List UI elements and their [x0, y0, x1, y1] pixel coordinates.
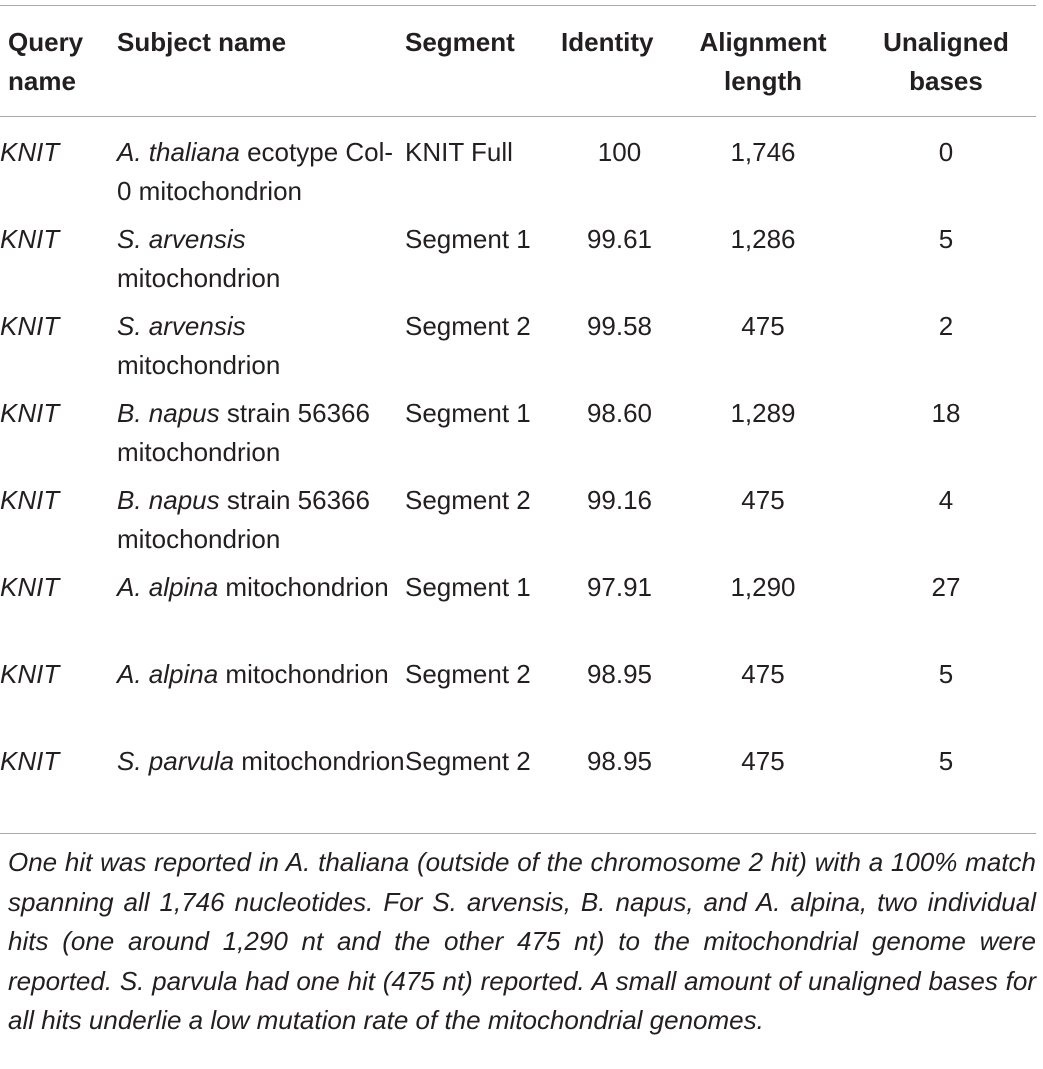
query-cell: KNIT	[0, 398, 60, 428]
unaligned-cell: 2	[938, 311, 954, 341]
alignment-length-cell: 475	[741, 659, 785, 689]
query-cell: KNIT	[0, 137, 60, 167]
unaligned-cell: 5	[938, 746, 954, 776]
subject-cell	[117, 394, 405, 481]
segment-cell: KNIT Full	[405, 137, 513, 167]
header-unaligned-bases: Unaligned bases	[883, 27, 1009, 96]
subject-cell	[117, 481, 405, 568]
segment-cell: Segment 1	[405, 224, 531, 254]
subject-cell	[117, 115, 405, 220]
alignment-length-cell: 1,286	[730, 224, 796, 254]
table-row	[0, 568, 1043, 655]
segment-cell: Segment 1	[405, 398, 531, 428]
unaligned-cell: 5	[938, 224, 954, 254]
subject-cell	[117, 220, 405, 307]
subject-cell	[117, 568, 405, 655]
subject-cell	[117, 742, 405, 829]
query-cell: KNIT	[0, 746, 60, 776]
query-cell: KNIT	[0, 659, 60, 689]
identity-cell: 98.95	[586, 746, 653, 776]
alignment-table	[0, 6, 1043, 829]
query-cell: KNIT	[0, 485, 60, 515]
table-row	[0, 115, 1043, 220]
identity-cell: 99.58	[586, 311, 653, 341]
header-row	[0, 6, 1043, 115]
table-row	[0, 307, 1043, 394]
subject-rest: mitochondrion	[117, 350, 281, 380]
species-name: B. napus	[117, 398, 220, 428]
header-query-name: Query name	[8, 27, 84, 96]
identity-cell: 98.60	[586, 398, 653, 428]
segment-cell: Segment 2	[405, 485, 531, 515]
subject-cell	[117, 655, 405, 742]
alignment-length-cell: 475	[741, 746, 785, 776]
table-row	[0, 655, 1043, 742]
unaligned-cell: 0	[938, 137, 954, 167]
unaligned-cell: 5	[938, 659, 954, 689]
subject-rest: ecotype Col-0 mitochondrion	[117, 137, 394, 206]
table-footnote: One hit was reported in A. thaliana (outside of the chromosome 2 hit) with a 100% match spanning all 1,746 nucleotides. For S. arvensis, B. napus, and A. alpina, two individual hits (one around 1,290 nt and the other 475 nt) to the mitochondrial genome were reported. S. parvula had one hit (475 nt) reported. A small amount of unaligned bases for all hits underlie a low mutation rate of the mitochondrial genomes.	[8, 847, 1036, 1035]
identity-cell: 99.61	[586, 224, 653, 254]
table-row	[0, 481, 1043, 568]
table-body	[0, 115, 1043, 829]
query-cell: KNIT	[0, 311, 60, 341]
subject-rest: strain 56366 mitochondrion	[117, 485, 370, 554]
species-name: S. arvensis	[117, 311, 246, 341]
query-cell: KNIT	[0, 572, 60, 602]
subject-rest: strain 56366 mitochondrion	[117, 398, 370, 467]
species-name: S. arvensis	[117, 224, 246, 254]
alignment-length-cell: 475	[741, 485, 785, 515]
species-name: A. alpina	[117, 659, 219, 689]
alignment-length-cell: 1,746	[730, 137, 796, 167]
segment-cell: Segment 2	[405, 659, 531, 689]
species-name: A. thaliana	[117, 137, 240, 167]
alignment-length-cell: 475	[741, 311, 785, 341]
species-name: B. napus	[117, 485, 220, 515]
header-subject-name: Subject name	[117, 27, 287, 57]
header-alignment-length: Alignment length	[699, 27, 827, 96]
segment-cell: Segment 2	[405, 746, 531, 776]
species-name: A. alpina	[117, 572, 219, 602]
unaligned-cell: 4	[938, 485, 954, 515]
table-row	[0, 220, 1043, 307]
alignment-length-cell: 1,290	[730, 572, 796, 602]
unaligned-cell: 18	[931, 398, 961, 428]
subject-rest: mitochondrion	[234, 746, 405, 776]
table-row	[0, 742, 1043, 829]
subject-cell	[117, 307, 405, 394]
identity-cell: 99.16	[586, 485, 653, 515]
subject-rest: mitochondrion	[117, 263, 281, 293]
table-bottom-rule	[0, 833, 1036, 834]
alignment-length-cell: 1,289	[730, 398, 796, 428]
identity-cell: 100	[597, 137, 642, 167]
table-header	[0, 6, 1043, 115]
table-row	[0, 394, 1043, 481]
identity-cell: 98.95	[586, 659, 653, 689]
query-cell: KNIT	[0, 224, 60, 254]
segment-cell: Segment 2	[405, 311, 531, 341]
unaligned-cell: 27	[931, 572, 961, 602]
species-name: S. parvula	[117, 746, 235, 776]
subject-rest: mitochondrion	[218, 572, 389, 602]
header-identity: Identity	[561, 27, 654, 57]
segment-cell: Segment 1	[405, 572, 531, 602]
subject-rest: mitochondrion	[218, 659, 389, 689]
identity-cell: 97.91	[586, 572, 653, 602]
header-segment: Segment	[405, 27, 515, 57]
